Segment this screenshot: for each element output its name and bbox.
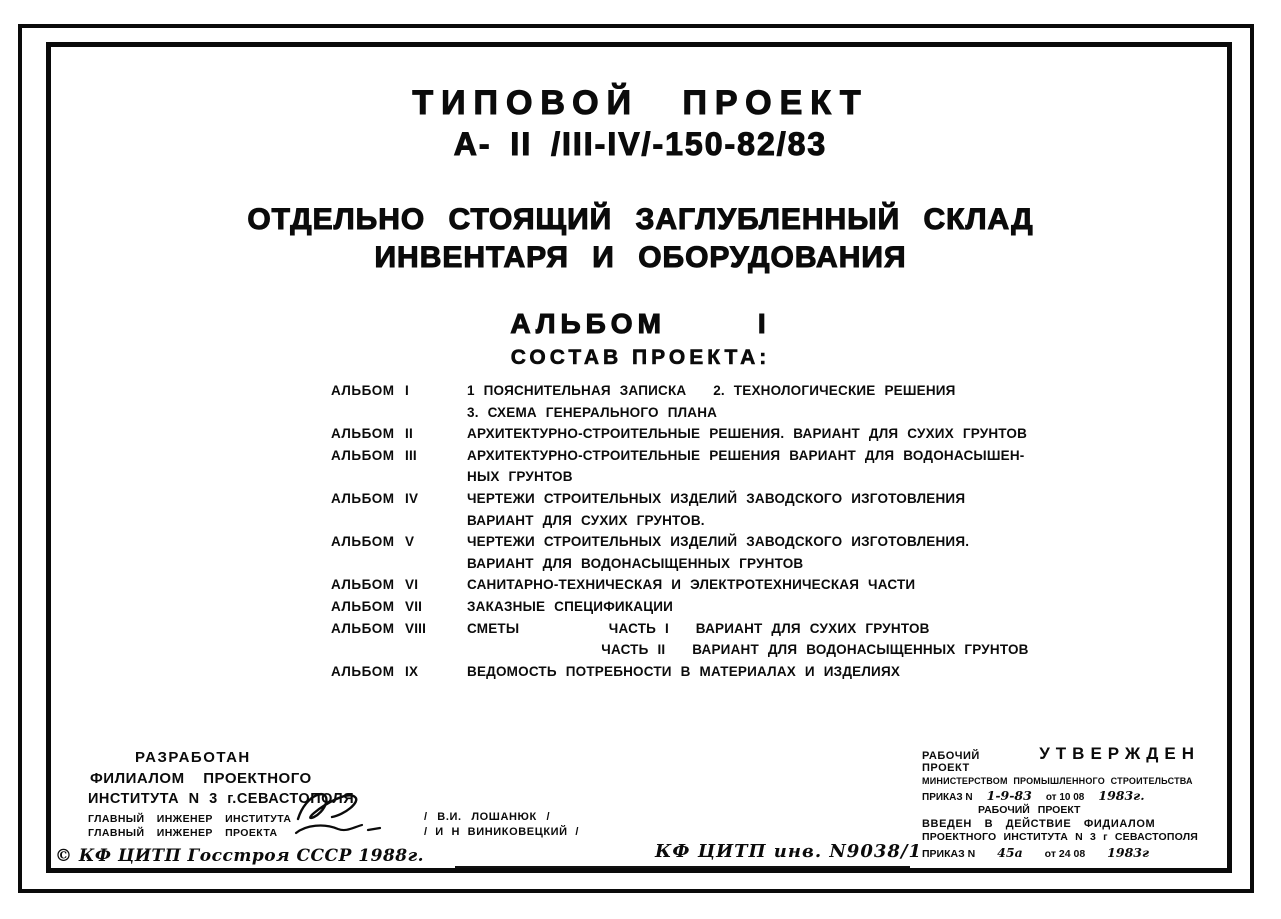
album-row-description [467,574,1031,596]
developed-by-line2: ФИЛИАЛОМ ПРОЕКТНОГО [90,770,312,787]
album-row-numeral: I [405,383,409,398]
album-row-8 [331,618,1031,661]
project-series-title: ТИПОВОЙ ПРОЕКТ [412,84,869,122]
album-row-numeral: VIII [405,620,427,636]
order1-date: от 10 08 [1045,792,1085,803]
work-project-label: РАБОЧИЙ ПРОЕКТ [922,750,980,774]
album-row-label: АЛЬБОМ [331,426,395,442]
album-heading-word: АЛЬБОМ [510,308,666,339]
order1-year: 1983г. [1098,788,1145,803]
album-desc-line: НЫХ ГРУНТОВ [467,469,573,485]
album-row-9 [331,661,1031,683]
album-row-1 [331,380,1031,423]
album-desc-line: ЧЕРТЕЖИ СТРОИТЕЛЬНЫХ ИЗДЕЛИЙ ЗАВОДСКОГО ИЗГОТОВЛЕНИЯ [467,490,966,506]
album-row-7 [331,596,1031,618]
order2-prefix: ПРИКАЗ N [922,848,976,860]
project-subject-line2: ИНВЕНТАРЯ И ОБОРУДОВАНИЯ [374,241,907,274]
album-row-2 [331,423,1031,445]
album-row-3 [331,445,1031,488]
album-row-description [467,618,1031,661]
album-desc-line: СМЕТЫ ЧАСТЬ I ВАРИАНТ ДЛЯ СУХИХ ГРУНТОВ [467,620,930,636]
approval-order-1 [922,788,1200,803]
chief-engineer-institute-name: / В.И. ЛОШАНЮК / [424,811,551,823]
album-row-description [467,423,1031,445]
album-desc-line: 3. СХЕМА ГЕНЕРАЛЬНОГО ПЛАНА [467,404,718,420]
chief-engineer-project-name: / И Н ВИНИКОВЕЦКИЙ / [424,826,579,838]
inventory-number-handwritten: КФ ЦИТП инв. N9038/1 [655,841,922,862]
album-desc-line: ВЕДОМОСТЬ ПОТРЕБНОСТИ В МАТЕРИАЛАХ И ИЗДЕЛИЯХ [467,663,901,679]
order2-year: 1983г [1107,845,1149,860]
album-row-numeral: III [405,447,417,463]
ruled-line [455,866,910,868]
album-desc-line: 1 ПОЯСНИТЕЛЬНАЯ ЗАПИСКА 2. ТЕХНОЛОГИЧЕСКИЕ РЕШЕНИЯ [467,383,956,398]
album-row-numeral: IV [405,490,419,506]
album-row-5 [331,531,1031,574]
album-row-numeral: II [405,426,413,442]
project-series-code: А- II /III-IV/-150-82/83 [453,126,828,162]
album-desc-line: ЗАКАЗНЫЕ СПЕЦИФИКАЦИИ [467,598,674,614]
album-list [331,380,1031,682]
album-desc-line: ВАРИАНТ ДЛЯ ВОДОНАСЫЩЕННЫХ ГРУНТОВ [467,555,804,571]
approval-order-2 [922,845,1200,860]
order1-number: 1-9-83 [986,788,1032,803]
album-desc-line: АРХИТЕКТУРНО-СТРОИТЕЛЬНЫЕ РЕШЕНИЯ ВАРИАНТ ДЛЯ ВОДОНАСЫШЕН- [467,447,1025,463]
album-row-label: АЛЬБОМ [331,620,395,636]
album-row-4 [331,488,1031,531]
album-row-description [467,661,1031,683]
album-row-description [467,488,1031,531]
enacted-line-2: ПРОЕКТНОГО ИНСТИТУТА N 3 г СЕВАСТОПОЛЯ [922,831,1199,843]
album-row-label: АЛЬБОМ [331,490,395,506]
album-desc-line: АРХИТЕКТУРНО-СТРОИТЕЛЬНЫЕ РЕШЕНИЯ. ВАРИАНТ ДЛЯ СУХИХ ГРУНТОВ [467,426,1028,442]
album-row-6 [331,574,1031,596]
developed-by-line3: ИНСТИТУТА N 3 г.СЕВАСТОПОЛЯ [88,791,355,807]
album-row-description [467,445,1031,488]
album-row-description [467,380,1031,423]
enacted-line-1: ВВЕДЕН В ДЕЙСТВИЕ ФИДИАЛОМ [922,818,1156,830]
album-heading [0,308,1281,340]
approval-line-1 [922,744,1200,774]
album-row-label: АЛЬБОМ [331,383,395,398]
contents-heading: СОСТАВ ПРОЕКТА: [510,346,771,369]
album-row-label: АЛЬБОМ [331,598,395,614]
album-desc-line: ВАРИАНТ ДЛЯ СУХИХ ГРУНТОВ. [467,512,705,528]
album-row-description [467,596,1031,618]
album-desc-line: ЧЕРТЕЖИ СТРОИТЕЛЬНЫХ ИЗДЕЛИЙ ЗАВОДСКОГО ИЗГОТОВЛЕНИЯ. [467,534,970,550]
order2-date: от 24 08 [1044,848,1086,860]
chief-engineer-project-label: ГЛАВНЫЙ ИНЖЕНЕР ПРОЕКТА [88,827,278,839]
chief-engineer-institute-label: ГЛАВНЫЙ ИНЖЕНЕР ИНСТИТУТА [88,813,292,825]
album-row-description [467,531,1031,574]
signatures [292,785,392,847]
album-row-label: АЛЬБОМ [331,663,395,679]
order1-prefix: ПРИКАЗ N [922,792,973,803]
album-row-label: АЛЬБОМ [331,577,395,593]
copyright-handwritten: © КФ ЦИТП Госстроя СССР 1988г. [55,846,425,866]
order2-number: 45а [997,845,1023,860]
album-row-numeral: V [405,534,415,550]
signature-squiggle-icon [292,785,392,847]
album-row-label: АЛЬБОМ [331,447,395,463]
work-project-label-2: РАБОЧИЙ ПРОЕКТ [978,804,1081,816]
album-heading-numeral: I [757,308,771,339]
project-subject-line1: ОТДЕЛЬНО СТОЯЩИЙ ЗАГЛУБЛЕННЫЙ СКЛАД [247,203,1034,236]
developed-by-line1: РАЗРАБОТАН [135,749,251,766]
album-desc-line: ЧАСТЬ II ВАРИАНТ ДЛЯ ВОДОНАСЫЩЕННЫХ ГРУНТОВ [467,642,1029,658]
album-row-label: АЛЬБОМ [331,534,395,550]
album-row-numeral: VI [405,577,419,593]
approval-block [922,744,1200,860]
album-row-numeral: IX [405,663,419,679]
approved-word: УТВЕРЖДЕН [1039,744,1200,763]
album-row-numeral: VII [405,598,423,614]
ministry-line: МИНИСТЕРСТВОМ ПРОМЫШЛЕННОГО СТРОИТЕЛЬСТВА [922,776,1193,786]
album-desc-line: САНИТАРНО-ТЕХНИЧЕСКАЯ И ЭЛЕКТРОТЕХНИЧЕСКАЯ ЧАСТИ [467,577,916,593]
